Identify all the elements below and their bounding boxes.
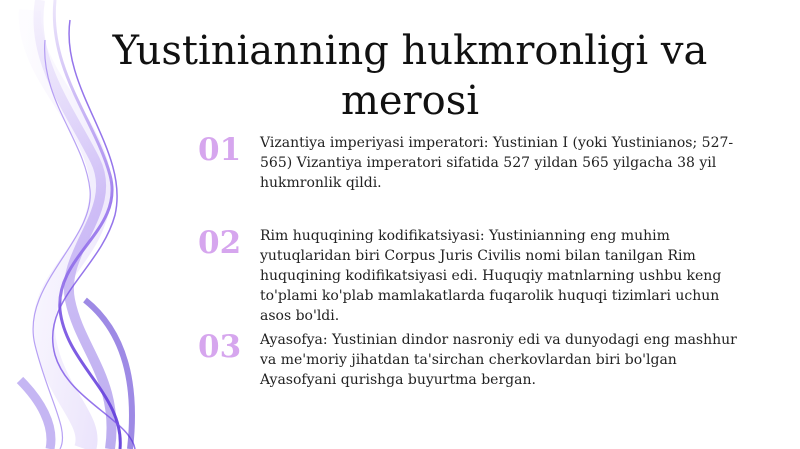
item-text: Rim huquqining kodifikatsiyasi: Yustinianning eng muhim yutuqlaridan biri Corpus Juris Civilis nomi bilan tanilgan Rim huquqining kodifikatsiyasi edi. Huquqiy matnlarning ushbu keng to'plami ko'plab mamlakatlarda fuqarolik huquqi tizimlari uchun asos bo'ldi. [260, 228, 722, 324]
slide-title: Yustinianning hukmronligi va merosi [112, 28, 708, 124]
item-number: 02 [198, 225, 242, 261]
item-number: 03 [198, 329, 242, 365]
item-number: 01 [198, 132, 242, 168]
item-text: Ayasofya: Yustinian dindor nasroniy edi va dunyodagi eng mashhur va me'moriy jihatdan ta'sirchan cherkovlardan biri bo'lgan Ayasofyani qurishga buyurtma bergan. [260, 332, 737, 388]
item-text: Vizantiya imperiyasi imperatori: Yustinian I (yoki Yustinianos; 527-565) Vizantiya imperatori sifatida 527 yildan 565 yilgacha 38 yil hukmronlik qildi. [260, 135, 734, 191]
